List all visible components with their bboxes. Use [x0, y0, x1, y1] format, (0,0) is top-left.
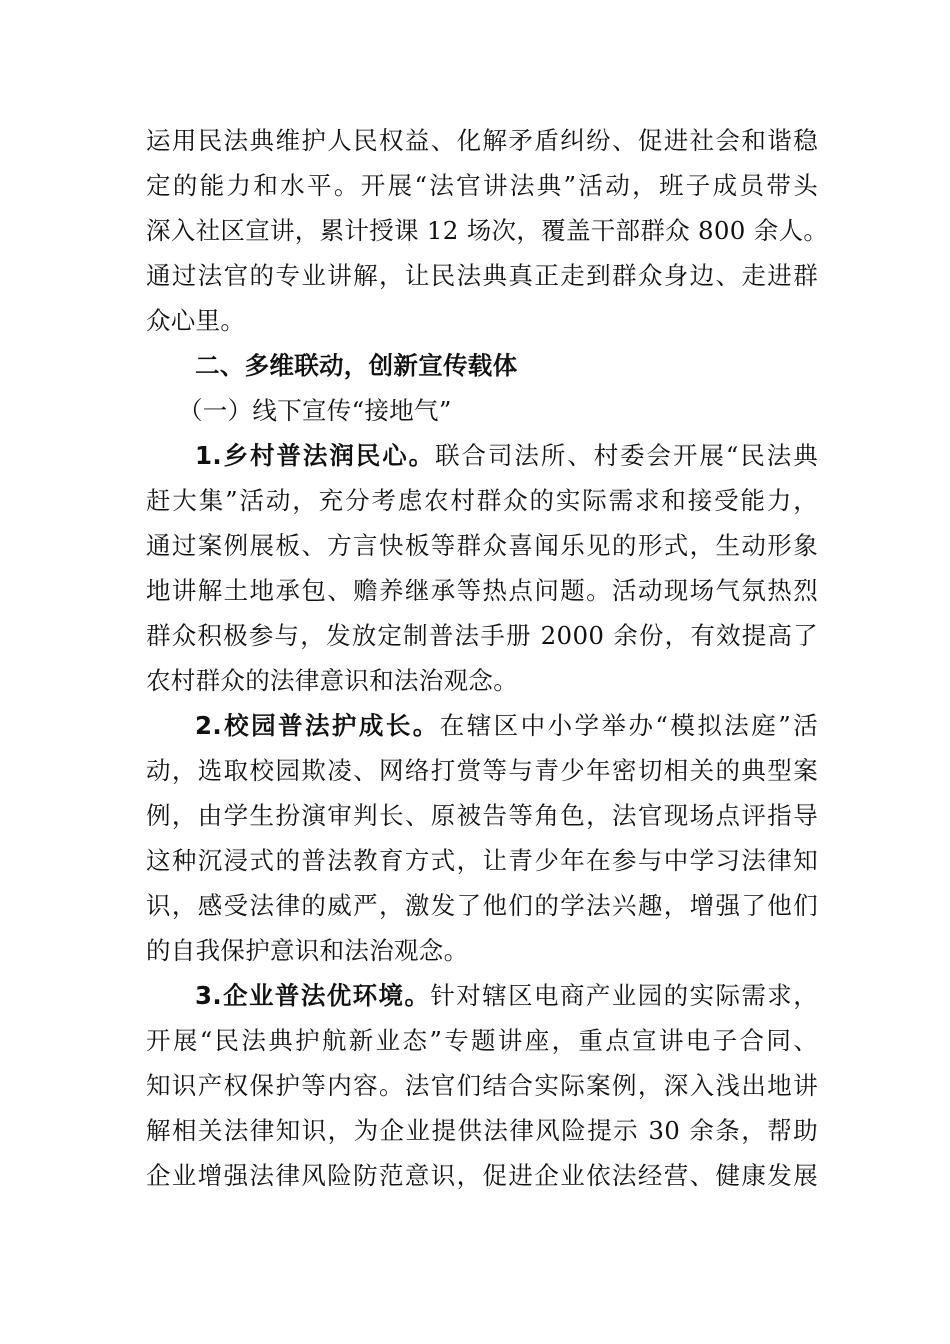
paragraph-line: 解相关法律知识，为企业提供法律风险提示 30 余条，帮助 — [146, 1116, 818, 1145]
paragraph-line: 识，感受法律的威严，激发了他们的学法兴趣，增强了他们 — [146, 891, 818, 920]
item-title: 1.乡村普法润民心。 — [195, 441, 436, 470]
paragraph-line: 群众积极参与，发放定制普法手册 2000 余份，有效提高了 — [146, 621, 818, 650]
paragraph-line: 赶大集”活动，充分考虑农村群众的实际需求和接受能力， — [146, 486, 818, 515]
paragraph-line: 的自我保护意识和法治观念。 — [146, 936, 469, 965]
paragraph-line: 这种沉浸式的普法教育方式，让青少年在参与中学习法律知 — [146, 846, 818, 875]
item-text: 针对辖区电商产业园的实际需求， — [430, 981, 818, 1010]
item-first-line — [146, 973, 818, 1018]
document-page — [146, 118, 829, 1198]
item-text: 在辖区中小学举办“模拟法庭”活 — [439, 711, 818, 740]
paragraph-line: 农村群众的法律意识和法治观念。 — [146, 666, 518, 695]
item-first-line — [146, 433, 818, 478]
paragraph-line: 知识产权保护等内容。法官们结合实际案例，深入浅出地讲 — [146, 1071, 818, 1100]
paragraph-line: 定的能力和水平。开展“法官讲法典”活动，班子成员带头 — [146, 171, 818, 200]
subsection-heading: （一）线下宣传“接地气” — [178, 396, 452, 425]
item-first-line — [146, 703, 818, 748]
item-text: 联合司法所、村委会开展“民法典 — [435, 441, 818, 470]
paragraph-line: 例，由学生扮演审判长、原被告等角色，法官现场点评指导 — [146, 801, 818, 830]
paragraph-line: 运用民法典维护人民权益、化解矛盾纠纷、促进社会和谐稳 — [146, 126, 818, 155]
paragraph-line: 通过法官的专业讲解，让民法典真正走到群众身边、走进群 — [146, 261, 818, 290]
paragraph-line: 众心里。 — [146, 306, 246, 335]
paragraph-line: 开展“民法典护航新业态”专题讲座，重点宣讲电子合同、 — [146, 1026, 818, 1055]
item-title: 2.校园普法护成长。 — [195, 711, 440, 740]
section-heading: 二、多维联动，创新宣传载体 — [195, 351, 518, 380]
paragraph-line: 地讲解土地承包、赡养继承等热点问题。活动现场气氛热烈 — [146, 576, 818, 605]
paragraph-line: 企业增强法律风险防范意识，促进企业依法经营、健康发展 — [146, 1161, 818, 1190]
paragraph-line: 深入社区宣讲，累计授课 12 场次，覆盖干部群众 800 余人。 — [146, 216, 829, 245]
paragraph-line: 通过案例展板、方言快板等群众喜闻乐见的形式，生动形象 — [146, 531, 818, 560]
item-title: 3.企业普法优环境。 — [195, 981, 431, 1010]
paragraph-line: 动，选取校园欺凌、网络打赏等与青少年密切相关的典型案 — [146, 756, 818, 785]
